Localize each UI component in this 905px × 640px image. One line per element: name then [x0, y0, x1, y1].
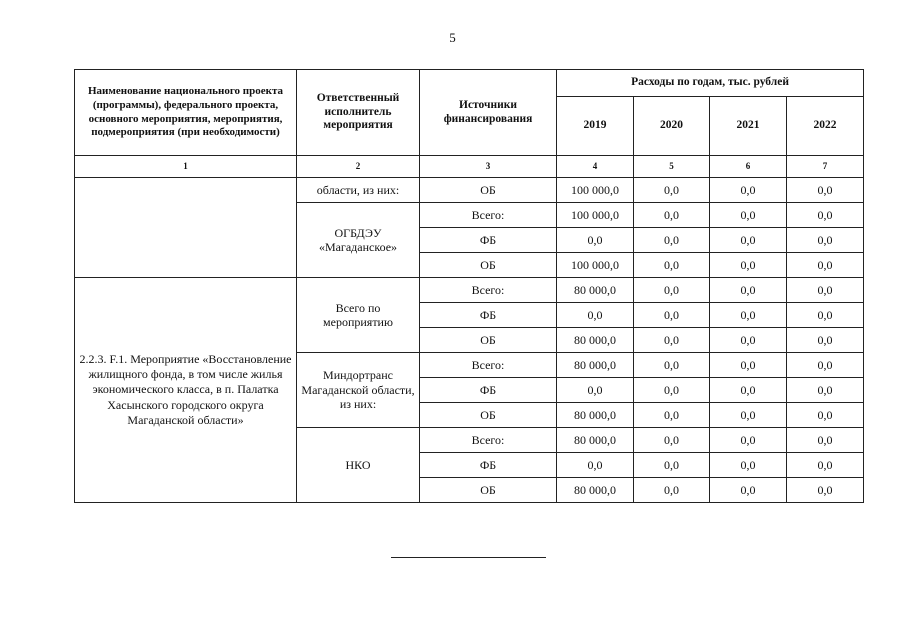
value-cell: 0,0 — [787, 253, 864, 278]
header-year: 2021 — [710, 97, 787, 156]
table-row — [75, 278, 864, 303]
page-number: 5 — [449, 30, 456, 45]
value-cell: 0,0 — [787, 303, 864, 328]
header-source: Источники финансирования — [420, 70, 557, 156]
header-year: 2019 — [557, 97, 634, 156]
value-cell: 0,0 — [634, 203, 710, 228]
table-body — [75, 178, 864, 503]
value-cell: 0,0 — [710, 353, 787, 378]
column-index: 6 — [710, 156, 787, 178]
source-cell: Всего: — [420, 203, 557, 228]
expenses-table — [74, 69, 864, 503]
value-cell: 0,0 — [710, 328, 787, 353]
source-cell: ФБ — [420, 453, 557, 478]
value-cell: 0,0 — [710, 303, 787, 328]
column-index: 1 — [75, 156, 297, 178]
source-cell: Всего: — [420, 353, 557, 378]
value-cell: 0,0 — [710, 253, 787, 278]
value-cell: 0,0 — [787, 378, 864, 403]
value-cell: 0,0 — [710, 378, 787, 403]
column-index-row — [75, 156, 864, 178]
value-cell: 0,0 — [634, 278, 710, 303]
footer-divider — [391, 557, 546, 558]
source-cell: ОБ — [420, 478, 557, 503]
value-cell: 0,0 — [557, 228, 634, 253]
source-cell: ФБ — [420, 228, 557, 253]
value-cell: 0,0 — [634, 478, 710, 503]
value-cell: 0,0 — [787, 203, 864, 228]
value-cell: 0,0 — [787, 428, 864, 453]
executor-cell: Миндортранс Магаданской области, из них: — [297, 353, 420, 428]
value-cell: 0,0 — [710, 278, 787, 303]
column-index: 5 — [634, 156, 710, 178]
activity-cell — [75, 178, 297, 278]
value-cell: 100 000,0 — [557, 178, 634, 203]
column-index: 2 — [297, 156, 420, 178]
value-cell: 0,0 — [787, 328, 864, 353]
value-cell: 80 000,0 — [557, 328, 634, 353]
column-index: 7 — [787, 156, 864, 178]
table-row — [75, 178, 864, 203]
value-cell: 0,0 — [710, 228, 787, 253]
value-cell: 80 000,0 — [557, 428, 634, 453]
value-cell: 0,0 — [787, 353, 864, 378]
executor-cell: НКО — [297, 428, 420, 503]
value-cell: 80 000,0 — [557, 403, 634, 428]
column-index: 4 — [557, 156, 634, 178]
source-cell: Всего: — [420, 278, 557, 303]
activity-cell: 2.2.3. F.1. Мероприятие «Восстановление жилищного фонда, в том числе жилья экономического класса, в п. Палатка Хасынского городского округа Магаданской области» — [75, 278, 297, 503]
table-header — [75, 70, 864, 178]
value-cell: 0,0 — [787, 453, 864, 478]
value-cell: 0,0 — [634, 453, 710, 478]
source-cell: ФБ — [420, 378, 557, 403]
value-cell: 0,0 — [787, 178, 864, 203]
value-cell: 0,0 — [787, 228, 864, 253]
value-cell: 0,0 — [634, 353, 710, 378]
value-cell: 0,0 — [557, 303, 634, 328]
value-cell: 0,0 — [787, 278, 864, 303]
value-cell: 0,0 — [710, 428, 787, 453]
value-cell: 0,0 — [710, 478, 787, 503]
header-executor: Ответственный исполнитель мероприятия — [297, 70, 420, 156]
source-cell: ОБ — [420, 328, 557, 353]
value-cell: 0,0 — [634, 178, 710, 203]
executor-cell: области, из них: — [297, 178, 420, 203]
header-year: 2020 — [634, 97, 710, 156]
executor-cell: ОГБДЭУ «Магаданское» — [297, 203, 420, 278]
header-name: Наименование национального проекта (программы), федерального проекта, основного мероприятия, мероприятия, подмероприятия (при необходимости) — [75, 70, 297, 156]
value-cell: 0,0 — [634, 403, 710, 428]
value-cell: 80 000,0 — [557, 478, 634, 503]
value-cell: 0,0 — [634, 303, 710, 328]
value-cell: 0,0 — [634, 253, 710, 278]
value-cell: 0,0 — [557, 378, 634, 403]
value-cell: 0,0 — [710, 403, 787, 428]
source-cell: ОБ — [420, 178, 557, 203]
value-cell: 0,0 — [557, 453, 634, 478]
value-cell: 100 000,0 — [557, 203, 634, 228]
column-index: 3 — [420, 156, 557, 178]
value-cell: 80 000,0 — [557, 278, 634, 303]
value-cell: 0,0 — [634, 328, 710, 353]
value-cell: 0,0 — [634, 228, 710, 253]
header-expenses: Расходы по годам, тыс. рублей — [557, 70, 864, 97]
value-cell: 0,0 — [710, 178, 787, 203]
value-cell: 0,0 — [787, 478, 864, 503]
value-cell: 0,0 — [634, 428, 710, 453]
source-cell: ОБ — [420, 253, 557, 278]
header-year: 2022 — [787, 97, 864, 156]
value-cell: 0,0 — [634, 378, 710, 403]
source-cell: Всего: — [420, 428, 557, 453]
value-cell: 100 000,0 — [557, 253, 634, 278]
value-cell: 0,0 — [710, 203, 787, 228]
source-cell: ОБ — [420, 403, 557, 428]
value-cell: 0,0 — [710, 453, 787, 478]
value-cell: 0,0 — [787, 403, 864, 428]
executor-cell: Всего по мероприятию — [297, 278, 420, 353]
value-cell: 80 000,0 — [557, 353, 634, 378]
source-cell: ФБ — [420, 303, 557, 328]
